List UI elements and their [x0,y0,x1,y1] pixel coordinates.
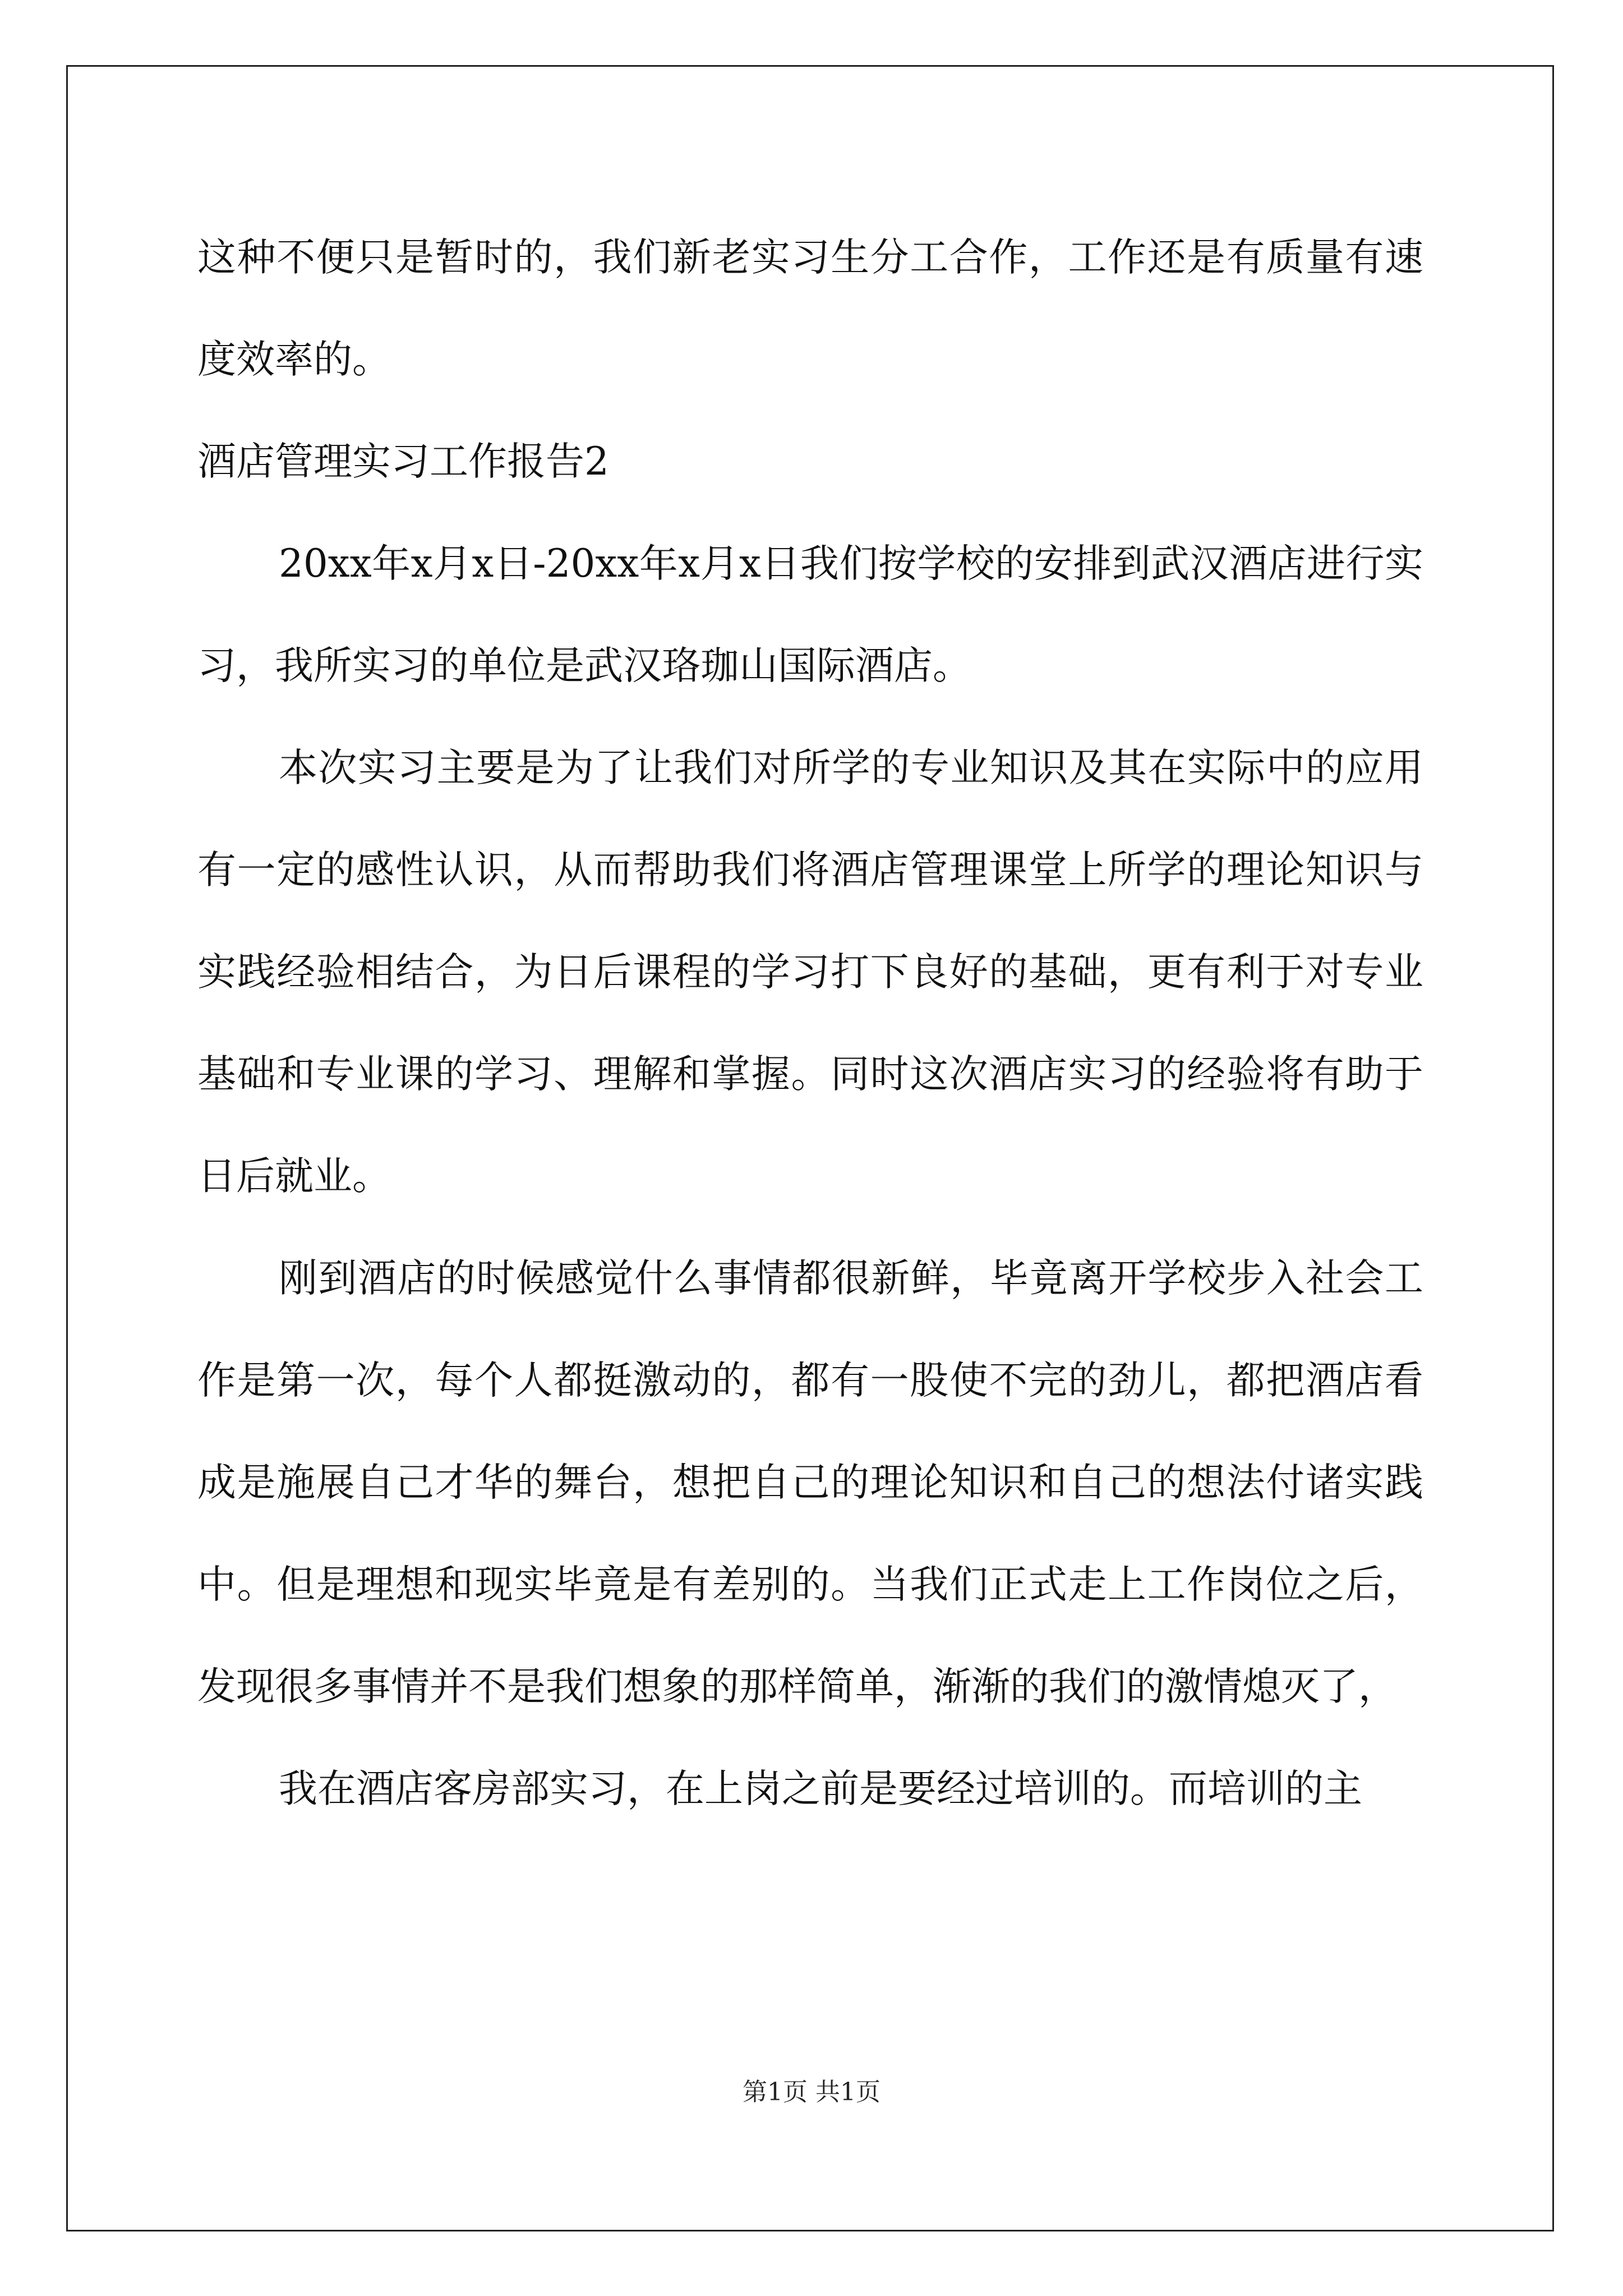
paragraph-housekeeping-training: 我在酒店客房部实习，在上岗之前是要经过培训的。而培训的主 [279,1766,1362,1811]
paragraph-internship-purpose: 本次实习主要是为了让我们对所学的专业知识及其在实际中的应用有一定的感性认识，从而帮助我们将酒店管理课堂上所学的理论知识与实践经验相结合，为日后课程的学习打下良好的基础，更有利于对专业基础和专业课的学习、理解和掌握。同时这次酒店实习的经验将有助于日后就业。 [197,746,1423,1199]
section-heading: 酒店管理实习工作报告2 [197,439,609,484]
paragraph-first-impressions: 刚到酒店的时候感觉什么事情都很新鲜，毕竟离开学校步入社会工作是第一次，每个人都挺激动的，都有一股使不完的劲儿，都把酒店看成是施展自己才华的舞台，想把自己的理论知识和自己的想法付诸实践中。但是理想和现实毕竟是有差别的。当我们正式走上工作岗位之后，发现很多事情并不是我们想象的那样简单，渐渐的我们的激情熄灭了， [197,1256,1423,1709]
paragraph-internship-dates: 20xx年x月x日-20xx年x月x日我们按学校的安排到武汉酒店进行实习，我所实习的单位是武汉珞珈山国际酒店。 [197,541,1423,688]
paragraph-continued: 这种不便只是暂时的，我们新老实习生分工合作，工作还是有质量有速度效率的。 [197,235,1423,382]
page-footer: 第1页 共1页 [743,2078,880,2106]
document-body [197,206,1423,1840]
